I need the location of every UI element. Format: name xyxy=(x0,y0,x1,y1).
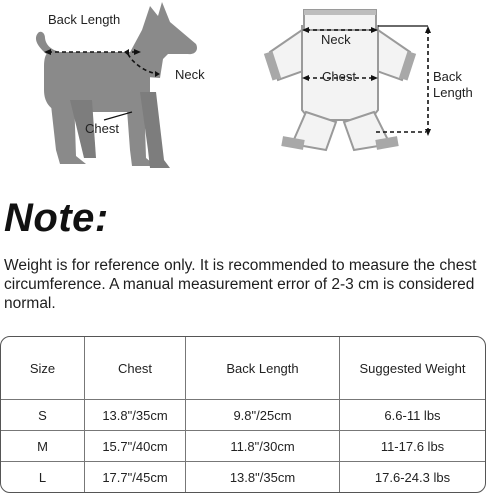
table-header-row xyxy=(1,337,485,400)
shirt-length-label: Length xyxy=(433,85,473,100)
dog-chest-label: Chest xyxy=(85,121,119,136)
cell-chest: 15.7"/40cm xyxy=(85,431,186,462)
measurement-illustration xyxy=(0,0,486,180)
cell-weight: 6.6-11 lbs xyxy=(340,400,485,431)
size-chart-table xyxy=(0,336,486,493)
note-title: Note: xyxy=(4,196,109,240)
table-row xyxy=(1,431,485,462)
shirt-neck-label: Neck xyxy=(321,32,351,47)
cell-size: M xyxy=(1,431,85,462)
cell-back-length: 13.8"/35cm xyxy=(186,462,340,492)
cell-chest: 13.8"/35cm xyxy=(85,400,186,431)
cell-chest: 17.7"/45cm xyxy=(85,462,186,492)
cell-back-length: 9.8"/25cm xyxy=(186,400,340,431)
shirt-chest-label: Chest xyxy=(322,69,356,84)
header-chest: Chest xyxy=(85,337,186,400)
cell-weight: 11-17.6 lbs xyxy=(340,431,485,462)
note-body: Weight is for reference only. It is recommended to measure the chest circumference. A manual measurement error of 2-3 cm is considered normal. xyxy=(4,257,477,312)
cell-size: S xyxy=(1,400,85,431)
dog-neck-label: Neck xyxy=(175,67,205,82)
header-suggested-weight: Suggested Weight xyxy=(340,337,485,400)
table-row xyxy=(1,400,485,431)
header-back-length: Back Length xyxy=(186,337,340,400)
cell-size: L xyxy=(1,462,85,492)
shirt-back-label: Back xyxy=(433,69,462,84)
measurement-diagram xyxy=(0,0,486,180)
header-size: Size xyxy=(1,337,85,400)
cell-weight: 17.6-24.3 lbs xyxy=(374,469,451,485)
dog-back-length-label: Back Length xyxy=(48,12,121,27)
cell-back-length: 11.8"/30cm xyxy=(186,431,340,462)
